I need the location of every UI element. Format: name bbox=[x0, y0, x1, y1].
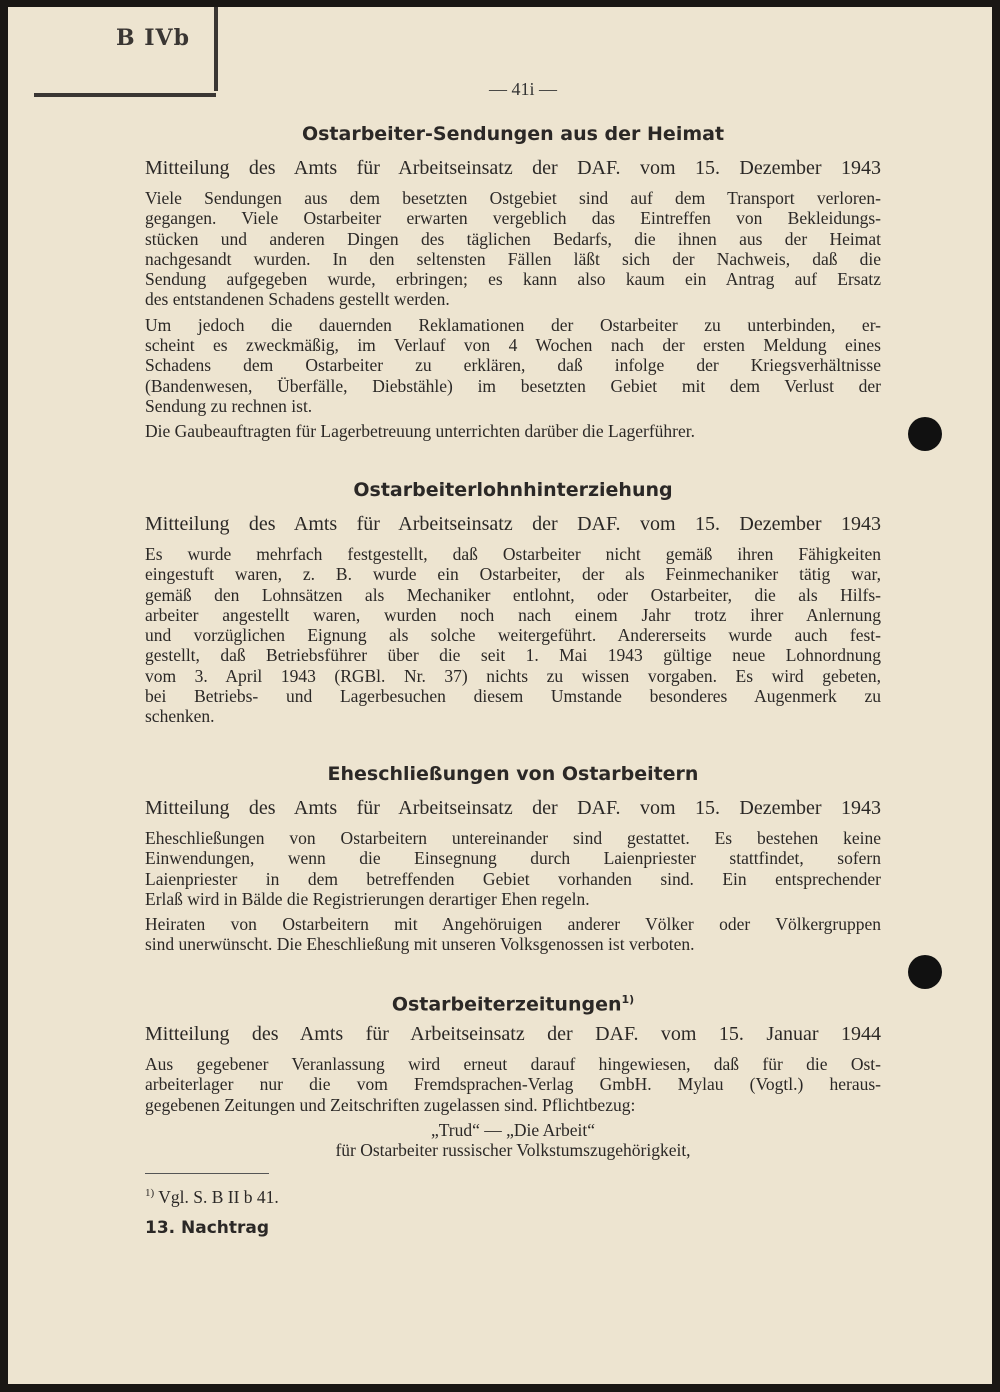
text-line: Es wurde mehrfach festgestellt, daß Ostarbeiter nicht gemäß ihren Fähigkeiten bbox=[145, 544, 881, 564]
text-line: Aus gegebener Veranlassung wird erneut darauf hingewiesen, daß für die Ost- bbox=[145, 1054, 881, 1074]
text-line: arbeiterlager nur die vom Fremdsprachen-Verlag GmbH. Mylau (Vogtl.) heraus- bbox=[145, 1074, 881, 1095]
paragraph bbox=[145, 315, 881, 416]
section-title-text: Ostarbeiter-Sendungen aus der Heimat bbox=[301, 123, 725, 145]
text-line: Erlaß wird in Bälde die Registrierungen derartiger Ehen regeln. bbox=[145, 888, 590, 909]
section-tag-box bbox=[16, 7, 218, 91]
text-line: Um jedoch die dauernden Reklamationen der Ostarbeiter zu unterbinden, er- bbox=[145, 314, 881, 335]
punch-hole bbox=[908, 955, 942, 989]
paragraph bbox=[145, 1054, 881, 1115]
section-title bbox=[145, 987, 881, 1016]
section-subtitle: Mitteilung des Amts für Arbeitseinsatz der DAF. vom 15. Januar 1944 bbox=[145, 1023, 881, 1045]
text-line: gegebenen Zeitungen und Zeitschriften zugelassen sind. Pflichtbezug: bbox=[145, 1094, 636, 1115]
text-line: schenken. bbox=[145, 706, 215, 727]
paragraph bbox=[145, 828, 881, 909]
section-1 bbox=[145, 121, 881, 442]
text-line: gegangen. Viele Ostarbeiter erwarten vergeblich das Eintreffen von Bekleidungs- bbox=[145, 208, 881, 229]
footnote-text: Vgl. S. B II b 41. bbox=[158, 1187, 279, 1207]
section-subtitle: Mitteilung des Amts für Arbeitseinsatz der DAF. vom 15. Dezember 1943 bbox=[145, 157, 881, 179]
section-title bbox=[145, 121, 881, 147]
section-title bbox=[145, 477, 881, 503]
text-line: Laienpriester in dem betreffenden Gebiet vorhanden sind. Ein entsprechender bbox=[145, 868, 881, 889]
text-line: Schadens dem Ostarbeiter zu erklären, daß infolge der Kriegsverhältnisse bbox=[145, 355, 881, 376]
text-line: bei Betriebs- und Lagerbesuchen diesem Umstande besonderes Augenmerk zu bbox=[145, 686, 881, 707]
supplement-label: 13. Nachtrag bbox=[145, 1218, 270, 1238]
page-number: — 41i — bbox=[488, 79, 557, 99]
footnote-rule bbox=[145, 1173, 269, 1174]
text-line: sind unerwünscht. Die Eheschließung mit unseren Volksgenossen ist verboten. bbox=[145, 934, 695, 955]
section-subtitle: Mitteilung des Amts für Arbeitseinsatz der DAF. vom 15. Dezember 1943 bbox=[145, 797, 881, 819]
section-title-text: Eheschließungen von Ostarbeitern bbox=[327, 763, 699, 785]
text-line: arbeiter angestellt waren, wurden noch nach einem Jahr trotz ihrer Anlernung bbox=[145, 604, 881, 625]
text-line: Eheschließungen von Ostarbeitern untereinander sind gestattet. Es bestehen keine bbox=[145, 828, 881, 848]
footnote-reference: 1) bbox=[621, 993, 635, 1006]
section-2 bbox=[145, 477, 881, 727]
footnote-mark: 1) bbox=[145, 1187, 155, 1200]
text-line: des entstandenen Schadens gestellt werden. bbox=[145, 289, 450, 310]
text-line: Die Gaubeauftragten für Lagerbetreuung unterrichten darüber die Lagerführer. bbox=[145, 421, 696, 442]
text-line: Heiraten von Ostarbeitern mit Angehöruigen anderer Völker oder Völkergruppen bbox=[145, 914, 881, 935]
text-line: gemäß den Lohnsätzen als Mechaniker entlohnt, oder Ostarbeiter, die als Hilfs- bbox=[145, 584, 881, 605]
paragraph bbox=[145, 544, 881, 727]
section-4 bbox=[145, 987, 881, 1160]
document-page bbox=[8, 7, 992, 1384]
centered-line: „Trud“ — „Die Arbeit“ bbox=[430, 1119, 596, 1140]
text-line: scheint es zweckmäßig, im Verlauf von 4 Wochen nach der ersten Meldung eines bbox=[145, 335, 881, 356]
text-line: gestellt, daß Betriebsführer über die seit 1. Mai 1943 gültige neue Lohnordnung bbox=[145, 645, 881, 666]
text-line: Einwendungen, wenn die Einsegnung durch Laienpriester stattfindet, sofern bbox=[145, 848, 881, 869]
tag-underline bbox=[34, 93, 216, 97]
section-title bbox=[145, 761, 881, 787]
text-line: Sendung zu rechnen ist. bbox=[145, 395, 313, 416]
paragraph bbox=[145, 188, 881, 310]
section-3 bbox=[145, 761, 881, 955]
text-line: stücken und anderen Dingen des täglichen Bedarfs, die ihnen aus der Heimat bbox=[145, 228, 881, 249]
section-tag: B IVb bbox=[116, 25, 190, 51]
section-title-text: Ostarbeiterzeitungen bbox=[391, 993, 622, 1016]
centered-block bbox=[145, 1120, 881, 1161]
section-subtitle: Mitteilung des Amts für Arbeitseinsatz der DAF. vom 15. Dezember 1943 bbox=[145, 513, 881, 535]
paragraph bbox=[145, 914, 881, 955]
centered-line: für Ostarbeiter russischer Volkstumszugehörigkeit, bbox=[335, 1140, 691, 1161]
text-line: (Bandenwesen, Überfälle, Diebstähle) im besetzten Gebiet mit dem Verlust der bbox=[145, 375, 881, 396]
text-line: und vorzüglichen Eignung als solche weitergeführt. Andererseits wurde auch fest- bbox=[145, 625, 881, 646]
text-line: eingestuft waren, z. B. wurde ein Ostarbeiter, der als Feinmechaniker tätig war, bbox=[145, 564, 881, 585]
text-line: Sendung aufgegeben wurde, erbringen; es kann also kaum ein Antrag auf Ersatz bbox=[145, 269, 881, 290]
footnote bbox=[145, 1187, 279, 1208]
section-title-text: Ostarbeiterlohnhinterziehung bbox=[353, 479, 673, 501]
text-line: nachgesandt wurden. In den seltensten Fällen läßt sich der Nachweis, daß die bbox=[145, 248, 881, 269]
paragraph bbox=[145, 421, 881, 441]
punch-hole bbox=[908, 417, 942, 451]
text-line: Viele Sendungen aus dem besetzten Ostgebiet sind auf dem Transport verloren- bbox=[145, 188, 881, 208]
text-line: vom 3. April 1943 (RGBl. Nr. 37) nichts zu wissen vorgaben. Es wird gebeten, bbox=[145, 665, 881, 686]
